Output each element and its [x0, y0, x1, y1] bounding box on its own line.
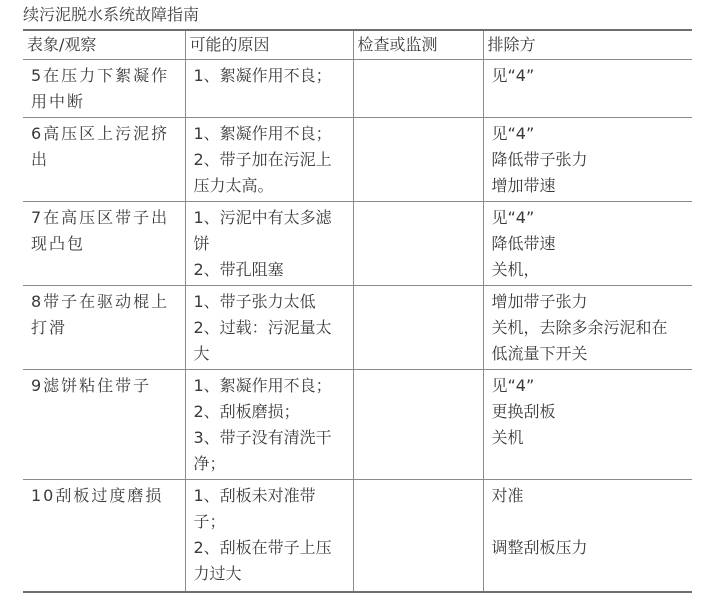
- symptom-text: 10刮板过度磨损: [31, 486, 164, 505]
- column-header-cause: 可能的原因: [185, 30, 353, 60]
- table-cell-check: [353, 370, 483, 480]
- remedy-text: 低流量下开关: [491, 344, 588, 363]
- column-header-check: 检查或监测: [353, 30, 483, 60]
- cause-text: 2、过载：污泥量太: [193, 318, 332, 337]
- table-cell-check: [353, 118, 483, 202]
- remedy-text: 见“4”: [491, 124, 535, 143]
- remedy-text: 调整刮板压力: [491, 538, 588, 557]
- table-cell-cause: [185, 480, 353, 592]
- cause-text: 子；: [193, 512, 226, 531]
- table-row: [23, 60, 692, 118]
- cause-text: 2、刮板在带子上压: [193, 538, 332, 557]
- table-cell-check: [353, 480, 483, 592]
- table-cell-check: [353, 202, 483, 286]
- remedy-text: 见“4”: [491, 66, 535, 85]
- cause-text: 力过大: [193, 564, 242, 583]
- table-cell-cause: [185, 286, 353, 370]
- symptom-text: 现凸包: [31, 234, 86, 253]
- table-cell-remedy: [483, 286, 692, 370]
- table-header-row: [23, 30, 692, 60]
- page-title: 续污泥脱水系统故障指南: [23, 5, 200, 24]
- cause-text: 1、刮板未对准带: [193, 486, 316, 505]
- table-cell-remedy: [483, 370, 692, 480]
- cause-text: 1、带子张力太低: [193, 292, 316, 311]
- table-cell-cause: [185, 202, 353, 286]
- table-cell-symptom: [23, 202, 185, 286]
- cause-text: 1、絮凝作用不良；: [193, 66, 332, 85]
- cause-text: 2、带子加在污泥上: [193, 150, 332, 169]
- symptom-text: 8带子在驱动棍上: [31, 292, 170, 311]
- remedy-text: 见“4”: [491, 208, 535, 227]
- remedy-text: 降低带速: [491, 234, 556, 253]
- cause-text: 2、带孔阻塞: [193, 260, 284, 279]
- remedy-text: 见“4”: [491, 376, 535, 395]
- table-cell-cause: [185, 370, 353, 480]
- table-cell-symptom: [23, 480, 185, 592]
- table-row: [23, 202, 692, 286]
- column-header-symptom: 表象/观察: [23, 30, 185, 60]
- table-cell-remedy: [483, 60, 692, 118]
- symptom-text: 9滤饼粘住带子: [31, 376, 152, 395]
- table-cell-symptom: [23, 118, 185, 202]
- table-cell-symptom: [23, 286, 185, 370]
- table-cell-cause: [185, 118, 353, 202]
- cause-text: 3、带子没有清洗干: [193, 428, 332, 447]
- troubleshooting-table: [23, 29, 692, 593]
- table-cell-remedy: [483, 118, 692, 202]
- remedy-text: 关机，: [491, 260, 540, 279]
- remedy-text: 增加带速: [491, 176, 556, 195]
- table-cell-remedy: [483, 480, 692, 592]
- table-row: [23, 480, 692, 592]
- cause-text: 饼: [193, 234, 210, 253]
- table-row: [23, 286, 692, 370]
- table-cell-remedy: [483, 202, 692, 286]
- table-cell-check: [353, 60, 483, 118]
- symptom-text: 打滑: [31, 318, 68, 337]
- symptom-text: 6高压区上污泥挤: [31, 124, 170, 143]
- remedy-text: 增加带子张力: [491, 292, 588, 311]
- remedy-text: 关机，去除多余污泥和在: [491, 318, 668, 337]
- remedy-text: 更换刮板: [491, 402, 556, 421]
- symptom-text: 出: [31, 150, 50, 169]
- cause-text: 2、刮板磨损；: [193, 402, 300, 421]
- symptom-text: 7在高压区带子出: [31, 208, 170, 227]
- table-cell-symptom: [23, 370, 185, 480]
- table-cell-cause: [185, 60, 353, 118]
- table-row: [23, 370, 692, 480]
- cause-text: 1、污泥中有太多滤: [193, 208, 332, 227]
- symptom-text: 5在压力下絮凝作: [31, 66, 170, 85]
- table-row: [23, 118, 692, 202]
- remedy-text: 对准: [491, 486, 524, 505]
- symptom-text: 用中断: [31, 92, 86, 111]
- table-cell-check: [353, 286, 483, 370]
- cause-text: 1、絮凝作用不良；: [193, 376, 332, 395]
- cause-text: 净；: [193, 454, 226, 473]
- cause-text: 1、絮凝作用不良；: [193, 124, 332, 143]
- remedy-text: 降低带子张力: [491, 150, 588, 169]
- cause-text: 大: [193, 344, 210, 363]
- column-header-remedy: 排除方: [483, 30, 692, 60]
- table-cell-symptom: [23, 60, 185, 118]
- remedy-text: 关机: [491, 428, 524, 447]
- cause-text: 压力太高。: [193, 176, 274, 195]
- remedy-text: [492, 509, 688, 535]
